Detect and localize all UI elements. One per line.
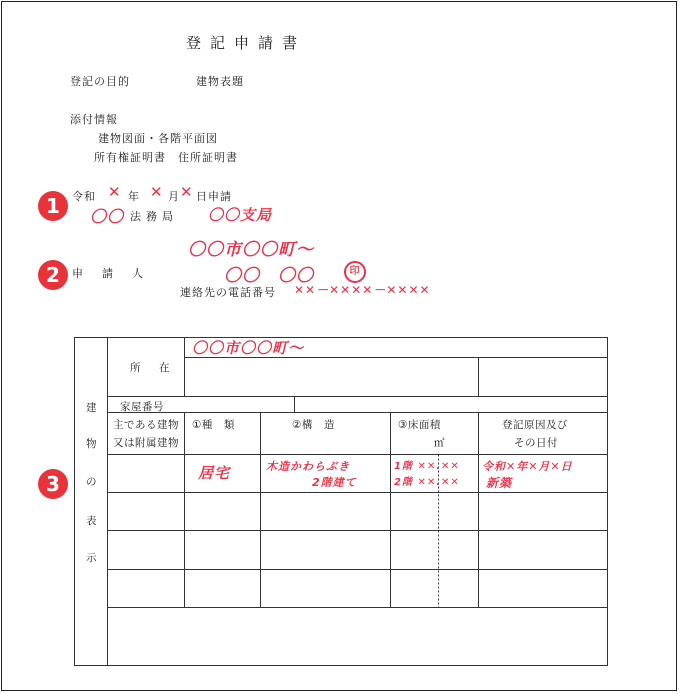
side-label-char-5: 示 — [86, 552, 97, 564]
column-cause-header-1: 登記原因及び — [502, 419, 568, 431]
cause-handwritten-1: 令和✕年✕月✕日 — [482, 460, 573, 473]
type-handwritten: 居宅 — [198, 464, 231, 482]
date-year-unit: 年 — [128, 190, 140, 203]
applicant-address-handwritten: 〇〇市〇〇町〜 — [188, 240, 314, 260]
attachments-label: 添付情報 — [70, 113, 118, 126]
step-badge-3: 3 — [38, 469, 68, 499]
office-name-handwritten: 〇〇 — [90, 207, 125, 226]
date-year-handwritten: ✕ — [108, 183, 122, 201]
structure-handwritten-2: 2階建て — [312, 476, 357, 489]
side-label-char-3: の — [86, 476, 97, 488]
attachment-line1: 建物図面・各階平面図 — [98, 132, 218, 145]
applicant-name-handwritten: 〇〇 〇〇 — [224, 266, 314, 286]
step-badge-2: 2 — [38, 260, 68, 290]
phone-label: 連絡先の電話番号 — [180, 286, 276, 299]
cause-handwritten-2: 新築 — [486, 476, 513, 490]
main-building-label-2: 又は附属建物 — [113, 437, 179, 449]
structure-handwritten-1: 木造かわらぶき — [266, 460, 350, 473]
applicant-label: 申 請 人 — [72, 267, 147, 280]
column-floor-area-header: ③床面積 — [398, 419, 441, 431]
building-location-handwritten: 〇〇市〇〇町〜 — [192, 339, 305, 357]
house-number-label: 家屋番号 — [120, 401, 164, 413]
step-badge-1: 1 — [38, 191, 68, 221]
date-month-handwritten: ✕ — [150, 183, 164, 201]
side-label-char-1: 建 — [86, 402, 97, 414]
main-building-label-1: 主である建物 — [113, 419, 179, 431]
purpose-value: 建物表題 — [196, 75, 244, 88]
side-label-char-4: 表 — [86, 515, 97, 527]
date-era: 令和 — [72, 190, 96, 203]
office-suffix: 法務局 — [130, 210, 178, 223]
purpose-label: 登記の目的 — [70, 75, 130, 88]
side-label-char-2: 物 — [86, 438, 97, 450]
date-month-unit: 月 — [168, 190, 180, 203]
column-cause-header-2: その日付 — [514, 437, 558, 449]
date-day-suffix: 日申請 — [196, 190, 232, 203]
location-label: 所 在 — [130, 362, 174, 374]
attachment-line2: 所有権証明書 住所証明書 — [94, 151, 238, 164]
column-type-header: ①種 類 — [192, 419, 235, 431]
branch-name-handwritten: 〇〇支局 — [208, 206, 273, 224]
floor-area-unit: ㎡ — [434, 437, 445, 449]
floor-area-handwritten-1: 1階 ✕✕.✕✕ — [394, 461, 460, 472]
floor-area-handwritten-2: 2階 ✕✕.✕✕ — [394, 477, 460, 488]
application-form-page — [1, 1, 677, 691]
form-title: 登記申請書 — [186, 34, 307, 52]
building-table-grid — [2, 2, 678, 692]
column-structure-header: ②構 造 — [292, 419, 335, 431]
date-day-handwritten: ✕ — [180, 183, 194, 201]
seal-mark: 印 — [344, 261, 366, 283]
phone-number-handwritten: ✕✕－✕✕✕✕－✕✕✕✕ — [294, 283, 431, 297]
